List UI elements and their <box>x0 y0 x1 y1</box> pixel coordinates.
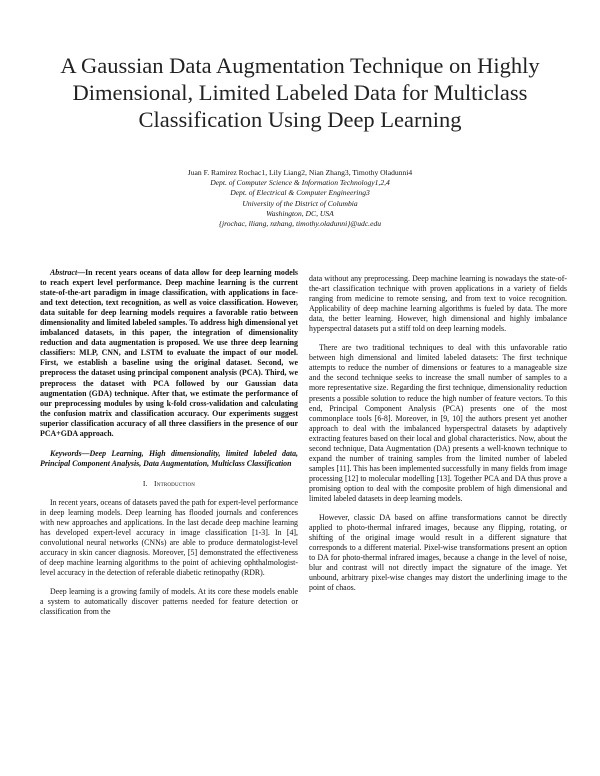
intro-paragraph-1: In recent years, oceans of datasets paved the path for expert-level performance in deep learning models. Deep learning has flooded journals and conferences with new approaches and applications. In the last decade deep machine learning has developed expert-level accuracy in image classification [1-3]. In [4], convolutional neural networks (CNNs) are able to produce dermatologist-level accuracy in skin cancer diagnosis. Moreover, [5] demonstrated the effectiveness of deep machine learning algorithms to the point of achieving ophthalmologist-level accuracy in the detection of referable diabetic retinopathy (RDR). <box>40 497 298 578</box>
abstract <box>40 268 298 439</box>
author-emails: {jrochac, lliang, nzhang, timothy.oladunni}@udc.edu <box>218 219 382 229</box>
abstract-body: —In recent years oceans of data allow for deep learning models to reach expert level performance. Deep machine learning is the current state-of-the-art paradigm in image classification, with applications in face- and text detection, text recognition, as well as voice classification. However, data suitable for deep learning models requires a favorable ratio between dimensionality and limited labeled samples. To address high dimensional yet imbalanced datasets, in this paper, the integration of dimensionality reduction and data augmentation is proposed. We use three deep learning classifiers: MLP, CNN, and LSTM to evaluate the impact of our model. First, we establish a baseline using the original dataset. Second, we preprocess the dataset using principal component analysis (PCA). Third, we preprocess the dataset with PCA followed by our Gaussian data augmentation (GDA) technique. After that, we estimate the performance of our preprocessing modules by using k-fold cross-validation and calculating the confusion matrix and classification accuracy. Our experiments suggest superior classification accuracy of all three classifiers in the presence of our PCA+GDA approach. <box>40 268 298 438</box>
right-column <box>309 274 567 593</box>
author-names: Juan F. Ramirez Rochac1, Lily Liang2, Nian Zhang3, Timothy Oladunni4 <box>187 168 413 177</box>
intro-paragraph-2: Deep learning is a growing family of models. At its core these models enable a system to automatically discover patterns needed for feature detection or classification from the <box>40 587 298 617</box>
affiliation-line: Dept. of Electrical & Computer Engineering3 <box>230 188 370 198</box>
paper-title: A Gaussian Data Augmentation Technique on Highly Dimensional, Limited Labeled Data for Multiclass Classification Using Deep Learning <box>60 53 540 132</box>
section-heading <box>40 479 298 489</box>
affiliation-line: Washington, DC, USA <box>266 208 334 218</box>
keywords: Keywords—Deep Learning, High dimensionality, limited labeled data, Principal Component Analysis, Data Augmentation, Multiclass Classification <box>40 448 298 468</box>
author-block <box>120 168 480 229</box>
affiliation-line: University of the District of Columbia <box>242 198 358 208</box>
affiliation-line: Dept. of Computer Science & Information Technology1,2,4 <box>210 178 390 188</box>
right-paragraph-3: However, classic DA based on affine transformations cannot be directly applied to photo-thermal infrared images, because any flipping, rotating, or shifting of the original image would result in a different signature that corresponds to a different material. Pixel-wise transformations present an option to DA for photo-thermal infrared images, because a change in the level of noise, blur and contrast will not directly impact the signature of the image. Yet unbound, arbitrary pixel-wise changes may distort the underlining image to the point of chaos. <box>309 513 567 593</box>
abstract-label: Abstract <box>50 268 78 277</box>
section-number: I. <box>142 478 148 488</box>
left-column <box>40 268 298 617</box>
right-paragraph-1: data without any preprocessing. Deep machine learning is nowadays the state-of-the-art classification technique with proven applications in a variety of fields ranging from medicine to remote sensing, and from text to voice recognition. Applicability of deep machine learning algorithms is fueled by data. The more data, the better learning. However, high dimensional and highly imbalance hyperspectral datasets put a stiff told on deep learning models. <box>309 274 567 334</box>
section-title: Introduction <box>154 478 196 488</box>
right-paragraph-2: There are two traditional techniques to deal with this unfavorable ratio between high dimensional and limited labeled datasets: The first technique attempts to reduce the number of dimensions or features to a manageable size and the second technique seeks to increase the small number of samples to a more representative size. Regarding the first technique, dimensionality reduction presents a possible solution to reduce the high number of feature vectors. To this end, Principal Component Analysis (PCA) presents one of the most commonplace tools [6-8]. Moreover, in [9, 10] the authors present yet another approach to deal with the imbalanced hyperspectral datasets by adaptively extracting features based on their local and global characteristics. Now, about the second technique, Data Augmentation (DA) presents a well-known technique to expand the number of training samples from the limited number of labeled samples [11]. This has been implemented successfully in many fields from image processing [12] to molecular modelling [13]. Together PCA and DA thus prove a promising option to deal with the composite problem of high dimensional and limited labeled datasets in deep learning models. <box>309 343 567 503</box>
